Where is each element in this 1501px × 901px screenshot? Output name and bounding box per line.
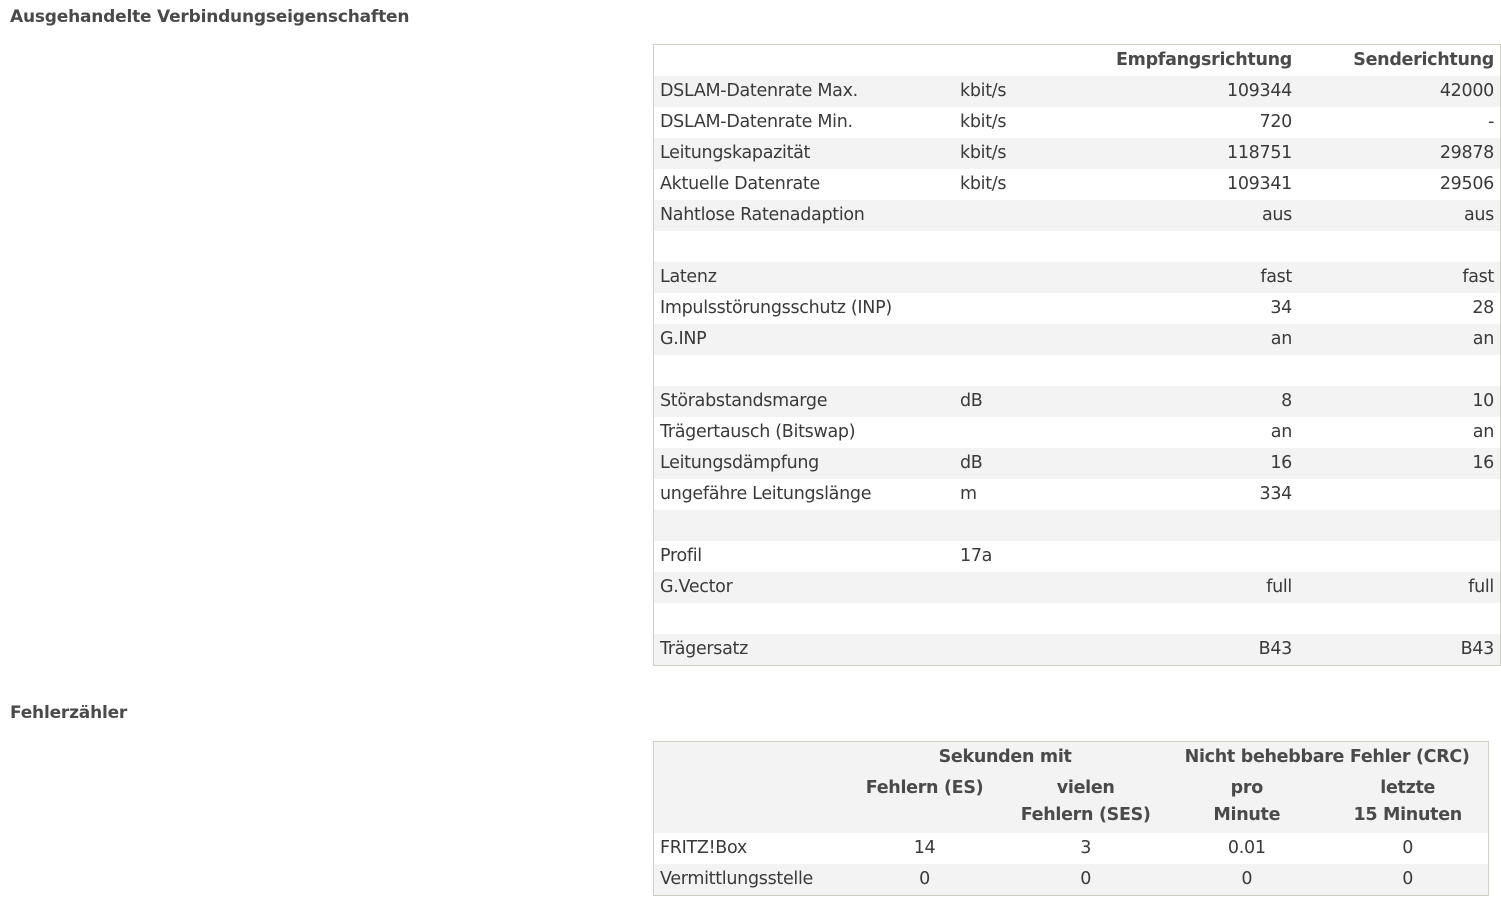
row-label (654, 603, 955, 634)
header-label (654, 45, 955, 77)
row-label (654, 231, 955, 262)
row-upstream-value: B43 (1460, 639, 1494, 659)
header-last-15-min (1327, 773, 1488, 833)
table-row (654, 324, 1501, 355)
row-upstream-value: full (1468, 577, 1494, 597)
row-unit: dB (960, 391, 983, 411)
row-downstream-value (1096, 603, 1298, 634)
table-row (654, 603, 1501, 634)
row-label: Leitungskapazität (660, 143, 811, 163)
table-row (654, 510, 1501, 541)
row-unit: kbit/s (960, 112, 1007, 132)
table-row (654, 293, 1501, 324)
table-row (654, 833, 1489, 864)
header-downstream: Empfangsrichtung (1115, 50, 1292, 70)
row-unit (954, 603, 1096, 634)
row-ses-value: 3 (1080, 838, 1092, 858)
header-last-15-line1: letzte (1380, 778, 1436, 798)
header-seconds-with: Sekunden mit (938, 747, 1072, 767)
row-unit (954, 355, 1096, 386)
row-unit: kbit/s (960, 174, 1007, 194)
row-label: Impulsstörungsschutz (INP) (660, 298, 892, 318)
error-counter-table (653, 741, 1489, 896)
header-per-minute (1166, 773, 1327, 833)
row-downstream-value: 8 (1281, 391, 1292, 411)
row-downstream-value (1096, 541, 1298, 572)
table-row (654, 231, 1501, 262)
row-per-minute-value: 0.01 (1227, 838, 1266, 858)
header-empty (654, 773, 845, 833)
row-upstream-value (1298, 510, 1501, 541)
row-unit (954, 324, 1096, 355)
row-upstream-value: 42000 (1439, 81, 1494, 101)
table-row (654, 634, 1501, 666)
row-label: Störabstandsmarge (660, 391, 828, 411)
row-label (654, 510, 955, 541)
table-row (654, 386, 1501, 417)
row-label: FRITZ!Box (660, 838, 747, 858)
table-row (654, 76, 1501, 107)
row-downstream-value: 16 (1270, 453, 1292, 473)
row-unit: m (960, 484, 977, 504)
row-downstream-value: an (1270, 329, 1292, 349)
row-downstream-value: 118751 (1226, 143, 1292, 163)
header-unit (954, 45, 1096, 77)
row-downstream-value: fast (1260, 267, 1292, 287)
header-empty (654, 742, 845, 774)
row-upstream-value (1298, 479, 1501, 510)
header-upstream: Senderichtung (1353, 50, 1494, 70)
header-per-minute-line2: Minute (1213, 805, 1281, 825)
section-title-connection-properties: Ausgehandelte Verbindungseigenschaften (10, 7, 410, 27)
row-unit: 17a (960, 546, 993, 566)
section-title-error-counter: Fehlerzähler (10, 703, 128, 723)
row-label: Latenz (660, 267, 717, 287)
row-label: Profil (660, 546, 702, 566)
header-ses-line1: vielen (1056, 778, 1115, 798)
row-downstream-value: 109341 (1226, 174, 1292, 194)
row-upstream-value: an (1472, 329, 1494, 349)
table-row (654, 479, 1501, 510)
header-es (844, 773, 1005, 833)
row-label: Vermittlungsstelle (660, 869, 814, 889)
row-label: G.Vector (660, 577, 733, 597)
table-row (654, 864, 1489, 896)
row-upstream-value: an (1472, 422, 1494, 442)
row-label: Trägersatz (660, 639, 748, 659)
row-upstream-value: aus (1463, 205, 1494, 225)
table-row (654, 541, 1501, 572)
row-upstream-value: 16 (1472, 453, 1494, 473)
table-subheader-row (654, 773, 1489, 833)
row-label: Aktuelle Datenrate (660, 174, 820, 194)
row-downstream-value: 720 (1259, 112, 1292, 132)
table-row (654, 169, 1501, 200)
row-unit (954, 293, 1096, 324)
table-row (654, 262, 1501, 293)
row-upstream-value (1298, 355, 1501, 386)
row-downstream-value: 34 (1270, 298, 1292, 318)
header-ses-line2: Fehlern (SES) (1020, 805, 1151, 825)
row-label (654, 355, 955, 386)
table-row (654, 572, 1501, 603)
row-last-15-value: 0 (1402, 838, 1414, 858)
row-downstream-value (1096, 355, 1298, 386)
row-downstream-value: aus (1261, 205, 1292, 225)
row-unit (954, 200, 1096, 231)
row-upstream-value (1298, 603, 1501, 634)
row-unit (954, 231, 1096, 262)
row-downstream-value (1096, 231, 1298, 262)
row-es-value: 0 (919, 869, 930, 889)
header-es-text: Fehlern (ES) (865, 778, 984, 798)
row-upstream-value: fast (1462, 267, 1494, 287)
row-label: ungefähre Leitungslänge (660, 484, 872, 504)
row-upstream-value (1298, 541, 1501, 572)
table-row (654, 417, 1501, 448)
header-last-15-line2: 15 Minuten (1353, 805, 1462, 825)
row-unit (954, 572, 1096, 603)
row-label: Leitungsdämpfung (660, 453, 819, 473)
row-es-value: 14 (913, 838, 936, 858)
header-per-minute-line1: pro (1230, 778, 1263, 798)
table-row (654, 355, 1501, 386)
table-row (654, 138, 1501, 169)
row-unit (954, 262, 1096, 293)
row-unit: kbit/s (960, 81, 1007, 101)
row-last-15-value: 0 (1402, 869, 1414, 889)
row-per-minute-value: 0 (1241, 869, 1253, 889)
row-unit (954, 510, 1096, 541)
row-upstream-value: - (1487, 112, 1494, 132)
table-row (654, 107, 1501, 138)
row-unit: dB (960, 453, 983, 473)
header-ses (1005, 773, 1166, 833)
row-unit: kbit/s (960, 143, 1007, 163)
row-upstream-value: 28 (1472, 298, 1494, 318)
row-downstream-value: an (1270, 422, 1292, 442)
row-upstream-value (1298, 231, 1501, 262)
table-header-row (654, 45, 1501, 77)
row-upstream-value: 29506 (1439, 174, 1494, 194)
row-ses-value: 0 (1080, 869, 1092, 889)
table-row (654, 200, 1501, 231)
row-label: Trägertausch (Bitswap) (660, 422, 856, 442)
row-downstream-value: 334 (1259, 484, 1292, 504)
row-label: DSLAM-Datenrate Max. (660, 81, 858, 101)
row-unit (954, 634, 1096, 666)
table-row (654, 448, 1501, 479)
row-label: Nahtlose Ratenadaption (660, 205, 865, 225)
table-group-header-row (654, 742, 1489, 774)
header-crc-errors: Nicht behebbare Fehler (CRC) (1184, 747, 1470, 767)
row-downstream-value: full (1266, 577, 1292, 597)
row-downstream-value (1096, 510, 1298, 541)
row-downstream-value: 109344 (1226, 81, 1292, 101)
row-downstream-value: B43 (1258, 639, 1292, 659)
row-upstream-value: 10 (1472, 391, 1494, 411)
row-label: G.INP (660, 329, 707, 349)
connection-properties-table (653, 44, 1501, 666)
row-upstream-value: 29878 (1439, 143, 1494, 163)
row-label: DSLAM-Datenrate Min. (660, 112, 853, 132)
row-unit (954, 417, 1096, 448)
